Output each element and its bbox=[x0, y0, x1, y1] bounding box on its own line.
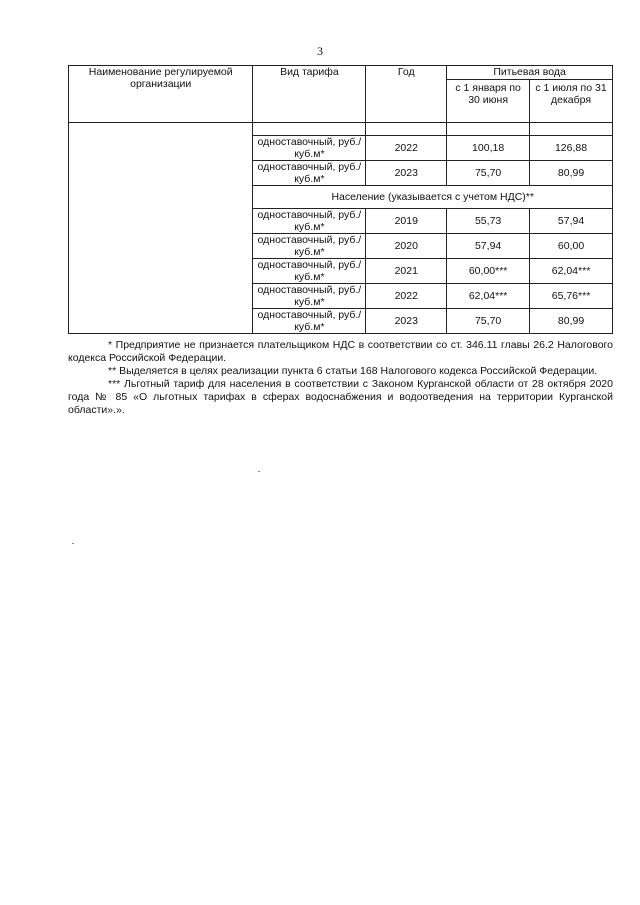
page-number: 3 bbox=[317, 44, 323, 58]
blank-cell bbox=[366, 123, 447, 136]
value-period-1: 75,70 bbox=[447, 161, 530, 186]
value-period-2: 126,88 bbox=[530, 136, 613, 161]
year-cell: 2022 bbox=[366, 136, 447, 161]
tariff-type-cell: одноставочный, руб./куб.м* bbox=[253, 136, 366, 161]
year-cell: 2019 bbox=[366, 209, 447, 234]
year-cell: 2022 bbox=[366, 284, 447, 309]
value-period-2: 60,00 bbox=[530, 234, 613, 259]
blank-cell bbox=[447, 123, 530, 136]
year-cell: 2023 bbox=[366, 161, 447, 186]
footnote-vat-allocation: ** Выделяется в целях реализации пункта 6 статьи 168 Налогового кодекса Российской Федерации. bbox=[108, 365, 598, 377]
tariff-table bbox=[68, 65, 613, 334]
footnote-vat-exempt: * Предприятие не признается плательщиком НДС в соответствии со ст. 346.11 главы 26.2 Налогового кодекса Российской Федерации. bbox=[68, 339, 613, 364]
value-period-1: 55,73 bbox=[447, 209, 530, 234]
value-period-1: 75,70 bbox=[447, 309, 530, 334]
tariff-type-cell: одноставочный, руб./куб.м* bbox=[253, 309, 366, 334]
tariff-type-cell: одноставочный, руб./куб.м* bbox=[253, 259, 366, 284]
header-period-2: с 1 июля по 31 декабря bbox=[530, 80, 613, 123]
tariff-type-cell: одноставочный, руб./куб.м* bbox=[253, 161, 366, 186]
section-heading-population: Население (указывается с учетом НДС)** bbox=[253, 186, 613, 209]
blank-cell bbox=[530, 123, 613, 136]
value-period-2: 80,99 bbox=[530, 161, 613, 186]
value-period-1: 62,04*** bbox=[447, 284, 530, 309]
footnotes bbox=[68, 339, 613, 417]
header-year: Год bbox=[366, 66, 447, 123]
value-period-1: 57,94 bbox=[447, 234, 530, 259]
header-period-1: с 1 января по 30 июня bbox=[447, 80, 530, 123]
value-period-1: 60,00*** bbox=[447, 259, 530, 284]
header-org: Наименование регулируемой организации bbox=[69, 66, 253, 123]
year-cell: 2023 bbox=[366, 309, 447, 334]
header-tariff-type: Вид тарифа bbox=[253, 66, 366, 123]
blank-cell bbox=[253, 123, 366, 136]
scan-speck bbox=[258, 471, 260, 472]
value-period-1: 100,18 bbox=[447, 136, 530, 161]
value-period-2: 80,99 bbox=[530, 309, 613, 334]
tariff-type-cell: одноставочный, руб./куб.м* bbox=[253, 209, 366, 234]
footnote-preferential-tariff: *** Льготный тариф для населения в соответствии с Законом Курганской области от 28 октября 2020 года № 85 «О льготных тарифах в сферах водоснабжения и водоотведения на территории Курганской области».». bbox=[68, 378, 613, 416]
value-period-2: 57,94 bbox=[530, 209, 613, 234]
tariff-type-cell: одноставочный, руб./куб.м* bbox=[253, 284, 366, 309]
year-cell: 2020 bbox=[366, 234, 447, 259]
scan-speck bbox=[72, 543, 74, 544]
tariff-type-cell: одноставочный, руб./куб.м* bbox=[253, 234, 366, 259]
org-name-cell bbox=[69, 123, 253, 334]
value-period-2: 62,04*** bbox=[530, 259, 613, 284]
year-cell: 2021 bbox=[366, 259, 447, 284]
value-period-2: 65,76*** bbox=[530, 284, 613, 309]
header-drinking-water: Питьевая вода bbox=[447, 66, 613, 80]
